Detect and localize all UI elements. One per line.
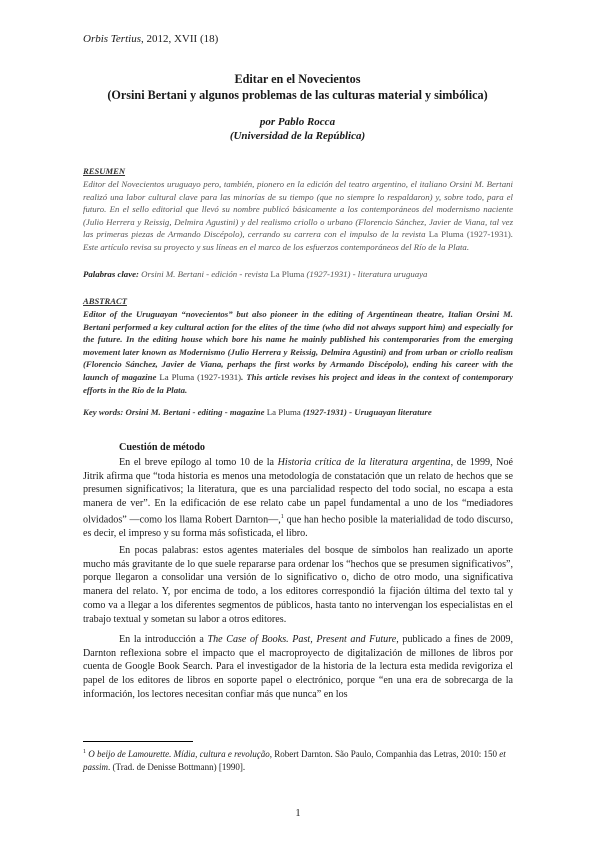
footnote-book-title: O beijo de Lamourette. Mídia, cultura e revolução <box>88 749 270 759</box>
p1-text-a: En el breve epílogo al tomo 10 de la <box>119 457 278 468</box>
footnote-ref[interactable]: 1 <box>280 513 284 520</box>
abstract-text-b: . This article revises his project and ideas in the context of contemporary efforts in the Río de la Plata. <box>83 371 513 395</box>
journal-name: Orbis Tertius <box>83 33 141 45</box>
body-paragraph-2 <box>83 544 513 626</box>
resumen-journal: La Pluma (1927-1931) <box>428 229 511 240</box>
p1-book-title: Historia crítica de la literatura argentina <box>277 457 451 468</box>
resumen-text <box>83 178 513 254</box>
article-title: Editar en el Novecientos <box>234 72 361 86</box>
body-paragraph-3 <box>83 633 513 702</box>
footnote-separator <box>83 741 193 742</box>
p3-text-a: En la introducción a <box>119 634 208 645</box>
footnote-text-a: , Robert Darnton. São Paulo, Companhia das Letras, 2010: 150 <box>269 749 500 759</box>
resumen-label: RESUMEN <box>83 166 126 176</box>
journal-issue: , 2012, XVII (18) <box>140 33 219 45</box>
keywords-en-text-a: Key words: Orsini M. Bertani - editing - magazine <box>83 407 267 417</box>
keywords-es-text-b: (1927-1931) - literatura uruguaya <box>304 269 428 279</box>
abstract-label: ABSTRACT <box>83 296 127 306</box>
body-paragraph-1 <box>83 456 513 541</box>
p3-text-b: , publicado a fines de 2009, Darnton reflexiona sobre el impacto que el macroproyecto de digitalización de millones de libros por cuenta de Google Book Search. Para el investigador de la historia de la lectura esta medida revigoriza el papel de los editores de libros en soporte papel o electrónico, porque “en una era de sobrecarga de la información, los lectores necesitan confiar más que nunca” en los <box>83 634 514 700</box>
keywords-es <box>83 269 513 279</box>
keywords-en-journal: La Pluma <box>266 407 301 417</box>
p1-text-c: que han hecho posible la materialidad de todo discurso, es decir, el impreso y su forma más sofisticada, el libro. <box>83 514 514 539</box>
p2-text: En pocas palabras: estos agentes materiales del bosque de símbolos han realizado un aporte mucho más gravitante de lo que suele repararse para ordenar los “hechos que se presumen significativos”, porque llegaron a consolidar una versión de lo significativo o, dicho de otro modo, una significativa manera del relato. Y, por encima de todo, a los editores correspondió la fijación última del texto tal y como va a llegar a los diferentes segmentos de públicos, hasta tanto no intervengan los especialistas en el trabajo textual y sometan su labor a otros editores. <box>83 545 513 625</box>
section-title: Cuestión de método <box>119 442 206 453</box>
author-name: por Pablo Rocca <box>259 116 336 128</box>
footnote-passim: et passim <box>83 749 506 772</box>
abstract-text <box>83 308 513 396</box>
keywords-en <box>83 407 513 417</box>
resumen-text-b: . Este artículo revisa su proyecto y sus líneas en el marco de los esfuerzos contemporáneos del Río de la Plata. <box>83 229 514 252</box>
page-number: 1 <box>295 808 301 819</box>
footnote-text-b: . (Trad. de Denisse Bottmann) [1990]. <box>108 762 246 772</box>
keywords-es-text-a: Orsini M. Bertani - edición - revista <box>138 269 271 279</box>
keywords-es-label: Palabras clave: <box>83 269 139 279</box>
abstract-text-a: Editor of the Uruguayan “novecientos” but also pioneer in the editing of Argentinean theatre, Italian Orsini M. Bertani performed a key cultural action for the elites of the time (who did not always support him) and especially for the future. In the editing house which bore his name he mainly published his contemporaries from the emerging movement later known as Modernismo (Julio Herrera y Reissig, Delmira Agustini) and from urban or criollo realism (Florencio Sánchez, Javier de Viana, perhaps the first works by Armando Discépolo), ending his career with the launch of magazine <box>83 309 513 382</box>
p1-text-b: , de 1999, Noé Jitrik afirma que “toda historia es menos una metodología de constatación que un relato de hechos que se presumen significativos; la literatura, que es una parcialidad respecto del todo social, no escapa a esta manera de ver”. En la edificación de ese relato cabe un papel fundamental a uno de los “mediadores olvidados” —como los llama Robert Darnton—, <box>83 457 513 526</box>
footnote <box>83 746 513 774</box>
keywords-en-text-b: (1927-1931) - Uruguayan literature <box>300 407 432 417</box>
p3-book-title: The Case of Books. Past, Present and Future <box>207 634 397 645</box>
keywords-es-journal: La Pluma <box>270 269 305 279</box>
author-affiliation: (Universidad de la República) <box>229 130 366 142</box>
resumen-text-a: Editor del Novecientos uruguayo pero, también, pionero en la edición del teatro argentino, el italiano Orsini M. Bertani realizó una labor cultural clave para las minorías de su tiempo (que no siempre lo respaldaron) y, sobre todo, para el futuro. En el sello editorial que llevó su nombre publicó básicamente a los contemporáneos del modernismo naciente (Julio Herrera y Reissig, Delmira Agustini) y del realismo criollo o urbano (Florencio Sánchez, Javier de Viana, tal vez las primeras piezas de Armando Discépolo), cerrando su carrera con el impulso de la revista <box>83 179 513 240</box>
article-subtitle: (Orsini Bertani y algunos problemas de las culturas material y simbólica) <box>107 88 488 102</box>
journal-header <box>83 33 218 45</box>
footnote-number: 1 <box>83 749 86 755</box>
abstract-journal: La Pluma (1927-1931) <box>159 371 242 382</box>
